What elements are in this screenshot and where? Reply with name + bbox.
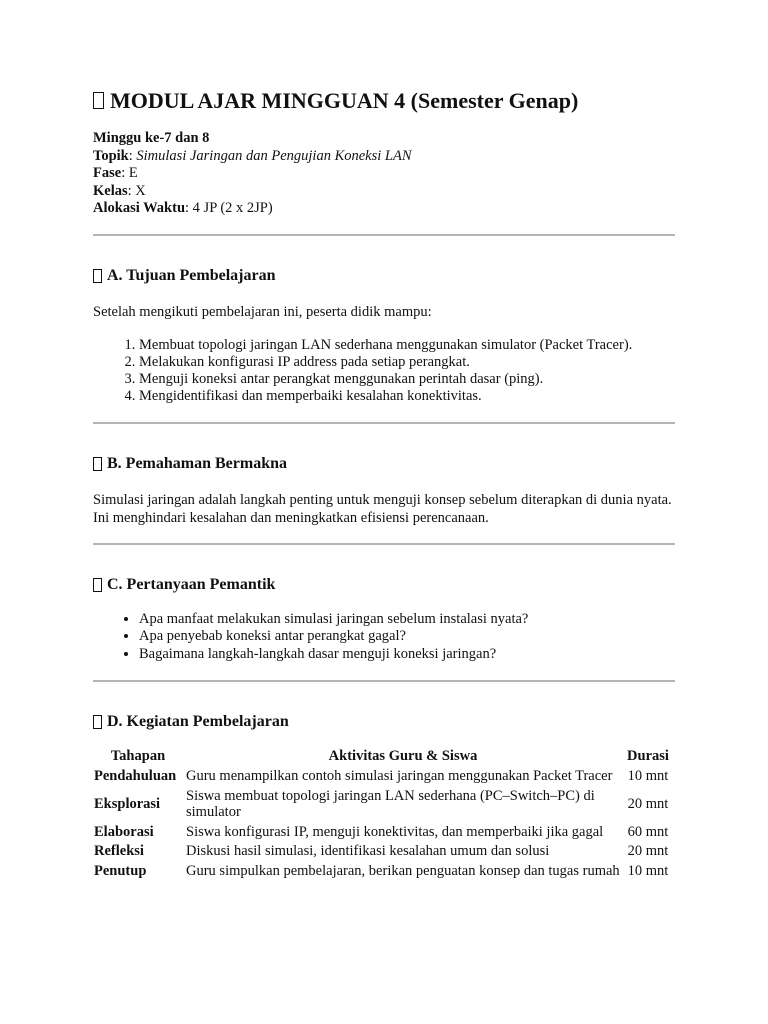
- section-a-title: A. Tujuan Pembelajaran: [93, 266, 675, 286]
- module-meta: [93, 130, 675, 218]
- document-page: [93, 86, 675, 882]
- list-item: 3. Menguji koneksi antar perangkat menggunakan perintah dasar (ping).: [139, 371, 675, 388]
- list-item: 2. Melakukan konfigurasi IP address pada setiap perangkat.: [139, 354, 675, 371]
- activity-cell: Guru simpulkan pembelajaran, berikan penguatan konsep dan tugas rumah: [186, 862, 620, 879]
- column-header-stage: Tahapan: [110, 748, 166, 764]
- list-item: 4. Mengidentifikasi dan memperbaiki kesalahan konektivitas.: [139, 388, 675, 405]
- list-item: • Apa manfaat melakukan simulasi jaringan sebelum instalasi nyata?: [139, 611, 675, 629]
- table-row: [92, 824, 674, 844]
- missing-glyph-icon: [93, 269, 102, 283]
- column-header-activity: Aktivitas Guru & Siswa: [328, 748, 478, 764]
- stage-cell: Pendahuluan: [94, 768, 177, 784]
- section-c-title: C. Pertanyaan Pemantik: [93, 575, 675, 595]
- document-title: MODUL AJAR MINGGUAN 4 (Semester Genap): [110, 88, 579, 113]
- activity-cell: Siswa konfigurasi IP, menguji konektivitas, dan memperbaiki jika gagal: [186, 823, 604, 840]
- trigger-questions-list: [93, 611, 675, 664]
- missing-glyph-icon: [93, 715, 102, 729]
- section-b-text: Simulasi jaringan adalah langkah penting untuk menguji konsep sebelum diterapkan di dunia nyata. Ini menghindari kesalahan dan meningkatkan efisiensi perencanaan.: [93, 491, 672, 526]
- section-b-title: B. Pemahaman Bermakna: [93, 454, 675, 474]
- table-row: [92, 768, 674, 788]
- duration-cell: 20 mnt: [627, 843, 669, 859]
- missing-glyph-icon: [93, 92, 104, 109]
- divider: [93, 234, 675, 236]
- meta-time-allocation: Alokasi Waktu: 4 JP (2 x 2JP): [93, 200, 273, 216]
- missing-glyph-icon: [93, 457, 102, 471]
- section-a-intro: Setelah mengikuti pembelajaran ini, peserta didik mampu:: [93, 303, 432, 320]
- missing-glyph-icon: [93, 578, 102, 592]
- duration-cell: 20 mnt: [627, 795, 669, 812]
- activity-cell: Diskusi hasil simulasi, identifikasi kesalahan umum dan solusi: [186, 843, 550, 859]
- divider: [93, 543, 675, 545]
- learning-goals-list: [93, 337, 675, 405]
- stage-cell: Elaborasi: [94, 823, 154, 840]
- activity-cell: Guru menampilkan contoh simulasi jaringan menggunakan Packet Tracer: [186, 768, 613, 784]
- meta-class: Kelas: X: [93, 182, 146, 199]
- activities-table: [92, 748, 674, 882]
- meta-topic: Topik: Simulasi Jaringan dan Pengujian Koneksi LAN: [93, 147, 412, 164]
- list-item: • Apa penyebab koneksi antar perangkat gagal?: [139, 628, 675, 646]
- table-row: [92, 863, 674, 883]
- document-title-row: [93, 86, 675, 116]
- column-header-duration: Durasi: [627, 748, 669, 764]
- stage-cell: Penutup: [94, 862, 147, 879]
- stage-cell: Eksplorasi: [94, 795, 161, 812]
- section-d-title: D. Kegiatan Pembelajaran: [93, 712, 675, 732]
- activity-cell: Siswa membuat topologi jaringan LAN sederhana (PC–Switch–PC) di simulator: [186, 787, 595, 820]
- table-row: [92, 788, 674, 824]
- table-row: [92, 843, 674, 863]
- table-header-row: [92, 748, 674, 768]
- list-item: • Bagaimana langkah-langkah dasar menguji koneksi jaringan?: [139, 646, 675, 664]
- list-item: 1. Membuat topologi jaringan LAN sederhana menggunakan simulator (Packet Tracer).: [139, 337, 675, 354]
- duration-cell: 60 mnt: [627, 823, 669, 840]
- meta-week: Minggu ke-7 dan 8: [93, 130, 210, 146]
- stage-cell: Refleksi: [94, 843, 144, 859]
- duration-cell: 10 mnt: [627, 862, 669, 879]
- duration-cell: 10 mnt: [627, 768, 669, 784]
- divider: [93, 680, 675, 682]
- divider: [93, 422, 675, 424]
- meta-phase: Fase: E: [93, 165, 138, 181]
